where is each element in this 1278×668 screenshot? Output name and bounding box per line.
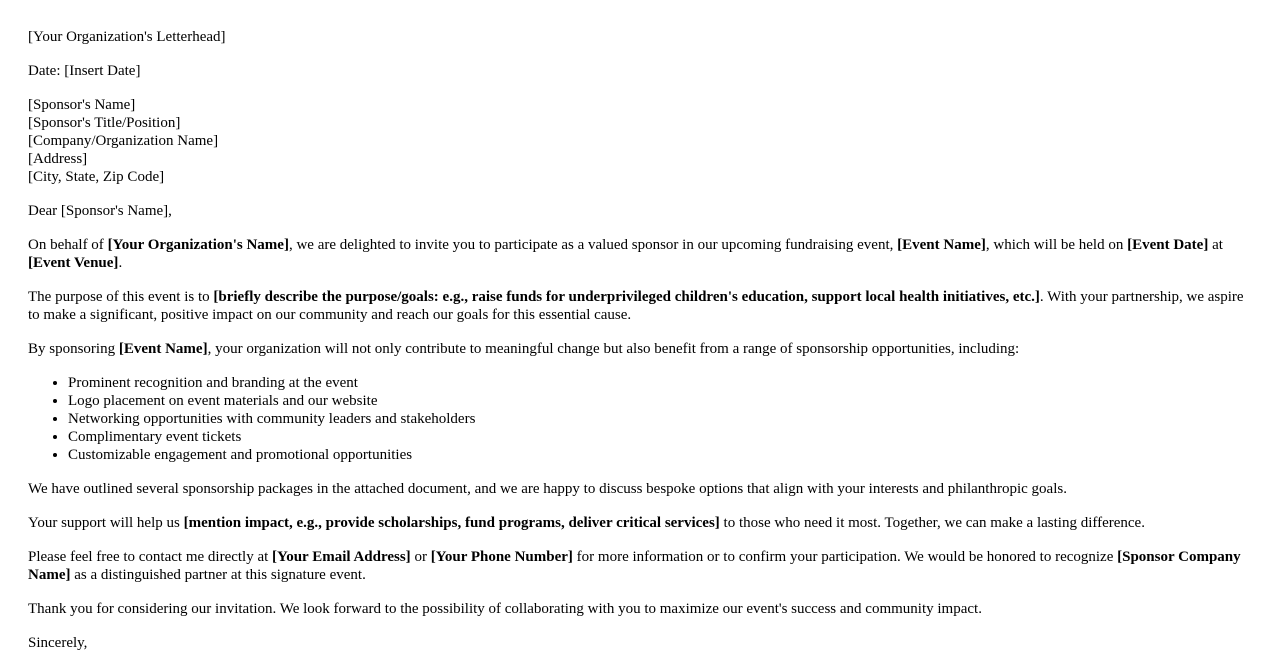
text-segment: .: [118, 255, 123, 271]
list-item: • Logo placement on event materials and our website: [68, 392, 1250, 410]
letterhead: [Your Organization's Letterhead]: [28, 29, 226, 45]
list-item: • Customizable engagement and promotional opportunities: [68, 446, 1250, 464]
text-segment: Please feel free to contact me directly at: [28, 549, 273, 565]
text-segment: By sponsoring: [28, 341, 119, 357]
recipient-address: [Address]: [28, 151, 88, 167]
placeholder-event-name: [Event Name]: [897, 237, 986, 253]
text-segment: Your support will help us: [28, 515, 184, 531]
paragraph-invitation: [28, 236, 1250, 272]
text-segment: as a distinguished partner at this signature event.: [70, 567, 366, 583]
placeholder-organization-name: [Your Organization's Name]: [107, 237, 289, 253]
placeholder-event-name: [Event Name]: [118, 341, 208, 357]
benefits-list: [28, 374, 1250, 464]
text-segment: , we are delighted to invite you to participate as a valued sponsor in our upcoming fundraising event,: [288, 237, 898, 253]
text-segment: The purpose of this event is to: [28, 289, 214, 305]
text-segment: at: [1208, 237, 1223, 253]
text-segment: , your organization will not only contribute to meaningful change but also benefit from a range of sponsorship opportunities, including:: [207, 341, 1020, 357]
list-item: • Prominent recognition and branding at the event: [68, 374, 1250, 392]
paragraph-thanks: Thank you for considering our invitation. We look forward to the possibility of collaborating with you to maximize our event's success and community impact.: [28, 601, 982, 617]
list-item: • Networking opportunities with community leaders and stakeholders: [68, 410, 1250, 428]
recipient-name: [Sponsor's Name]: [28, 97, 136, 113]
placeholder-event-date: [Event Date]: [1127, 237, 1209, 253]
date-line: Date: [Insert Date]: [28, 63, 141, 79]
list-item: • Complimentary event tickets: [68, 428, 1250, 446]
recipient-city-state-zip: [City, State, Zip Code]: [28, 169, 165, 185]
text-segment: or: [410, 549, 431, 565]
recipient-title: [Sponsor's Title/Position]: [28, 115, 181, 131]
letter-document: [28, 28, 1250, 668]
paragraph-purpose: [28, 288, 1250, 324]
paragraph-packages: We have outlined several sponsorship packages in the attached document, and we are happy to discuss bespoke options that align with your interests and philanthropic goals.: [28, 481, 1067, 497]
text-segment: , which will be held on: [985, 237, 1128, 253]
placeholder-event-venue: [Event Venue]: [28, 255, 119, 271]
text-segment: for more information or to confirm your participation. We would be honored to recognize: [572, 549, 1118, 565]
paragraph-impact: [28, 514, 1250, 532]
text-segment: On behalf of: [28, 237, 108, 253]
closing: Sincerely,: [28, 635, 88, 651]
text-segment: . With your partnership, we aspire to make a significant, positive impact on our community and reach our goals for this essential cause.: [28, 289, 1244, 323]
text-segment: to those who need it most. Together, we can make a lasting difference.: [719, 515, 1145, 531]
placeholder-impact: [mention impact, e.g., provide scholarships, fund programs, deliver critical services]: [183, 515, 720, 531]
paragraph-contact: [28, 548, 1250, 584]
paragraph-benefits-intro: [28, 340, 1250, 358]
placeholder-purpose-goals: [briefly describe the purpose/goals: e.g., raise funds for underprivileged children's education, support local health initiatives, etc.]: [213, 289, 1040, 305]
placeholder-phone-number: [Your Phone Number]: [430, 549, 573, 565]
placeholder-email-address: [Your Email Address]: [272, 549, 411, 565]
salutation: Dear [Sponsor's Name],: [28, 203, 172, 219]
recipient-address-block: [28, 96, 1250, 186]
placeholder-sponsor-company-name: [Sponsor Company Name]: [28, 549, 1241, 583]
recipient-company: [Company/Organization Name]: [28, 133, 219, 149]
